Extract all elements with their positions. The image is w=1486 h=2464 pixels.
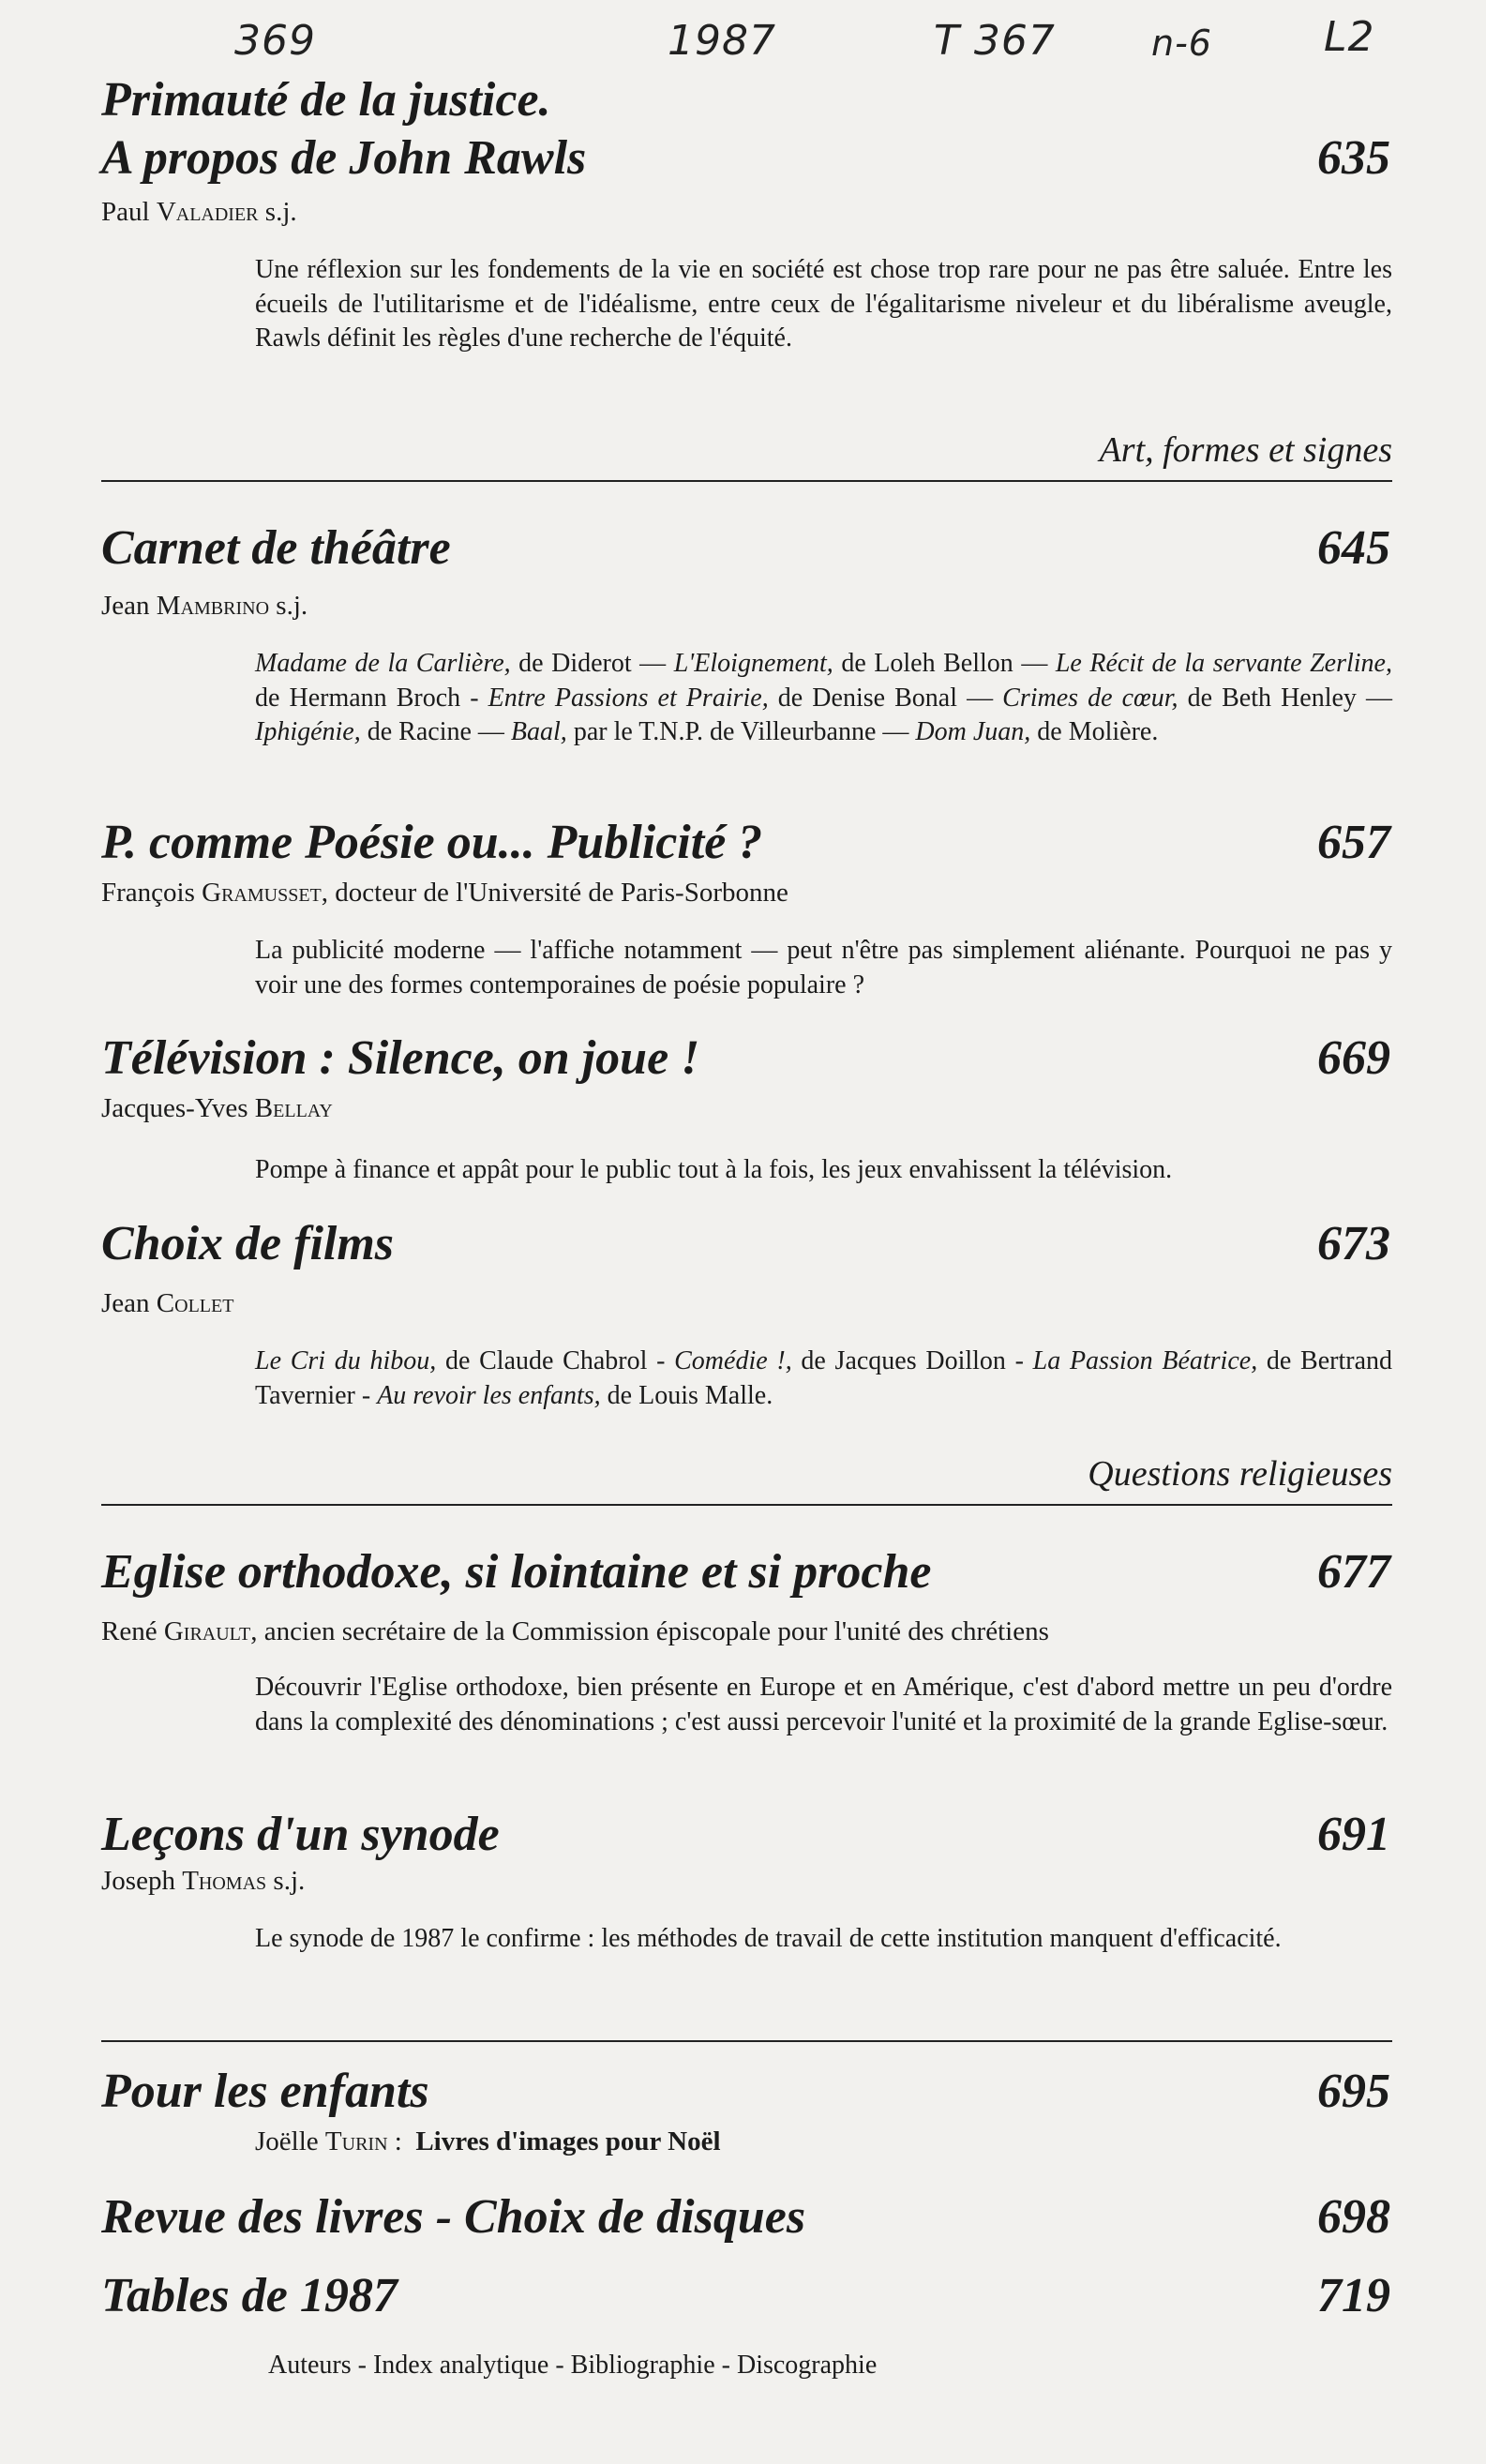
article-description: Une réflexion sur les fondements de la vie en société est chose trop rare pour ne pas être saluée. Entre les écueils de l'utilitarisme et de l'idéalisme, entre ceux de l'égalitarisme niveleur et du libéralisme aveugle, Rawls définit les règles d'une recherche de l'équité. xyxy=(255,255,1392,353)
article-subtitle: Livres d'images pour Noël xyxy=(415,2126,721,2156)
article-title: Leçons d'un synode 691 xyxy=(101,1806,1390,1864)
work-title: La Passion Béatrice, xyxy=(1032,1346,1258,1375)
section-divider xyxy=(101,480,1392,482)
work-credit: de Hermann Broch - xyxy=(255,683,488,713)
article-title: P. comme Poésie ou... Publicité ? 657 xyxy=(101,814,1390,872)
article-description xyxy=(255,647,1392,750)
page-number: 673 xyxy=(1317,1217,1390,1270)
article-author: Joseph Thomas s.j. xyxy=(101,1866,306,1896)
work-title: Madame de la Carlière, xyxy=(255,649,511,678)
section-divider xyxy=(101,1504,1392,1506)
article-description: Le synode de 1987 le confirme : les méthodes de travail de cette institution manquent d'efficacité. xyxy=(255,1924,1282,1953)
handwritten-note: T 367 xyxy=(934,17,1056,65)
article-author: Paul Valadier s.j. xyxy=(101,197,297,227)
page-number: 695 xyxy=(1317,2065,1390,2118)
work-credit: de Diderot — xyxy=(510,649,674,678)
work-title: Crimes de cœur, xyxy=(1002,683,1178,713)
article-title: Choix de films 673 xyxy=(101,1215,1390,1273)
handwritten-note: n-6 xyxy=(1151,23,1212,64)
page-number: 635 xyxy=(1317,131,1390,185)
article-description: La publicité moderne — l'affiche notamment — peut n'être pas simplement aliénante. Pourquoi ne pas y voir une des formes contemporaines de poésie populaire ? xyxy=(255,936,1392,999)
work-credit: de Denise Bonal — xyxy=(768,683,1003,713)
work-title: Le Cri du hibou, xyxy=(255,1346,437,1375)
work-credit: de Jacques Doillon - xyxy=(791,1346,1033,1375)
article-title: Eglise orthodoxe, si lointaine et si proche 677 xyxy=(101,1543,1390,1601)
article-author: Jean Collet xyxy=(101,1288,234,1318)
handwritten-note: 1987 xyxy=(668,17,776,65)
page-number: 698 xyxy=(1317,2190,1390,2244)
page-number: 657 xyxy=(1317,816,1390,869)
work-credit: de Molière. xyxy=(1030,717,1159,746)
work-credit: de Claude Chabrol - xyxy=(436,1346,675,1375)
work-title: Le Récit de la servante Zerline, xyxy=(1055,649,1392,678)
section-heading: Questions religieuses xyxy=(1088,1454,1392,1494)
article-description xyxy=(255,1345,1392,1413)
page-number: 677 xyxy=(1317,1545,1390,1599)
article-author: François Gramusset, docteur de l'Université de Paris-Sorbonne xyxy=(101,878,788,908)
work-credit: de Bertrand Tavernier - xyxy=(255,1346,1393,1410)
article-title: Revue des livres - Choix de disques 698 xyxy=(101,2188,1390,2246)
work-title: Iphigénie, xyxy=(255,717,361,746)
page-number: 669 xyxy=(1317,1031,1390,1085)
page-number: 645 xyxy=(1317,521,1390,575)
work-credit: de Beth Henley — xyxy=(1178,683,1392,713)
article-author: René Girault, ancien secrétaire de la Commission épiscopale pour l'unité des chrétiens xyxy=(101,1616,1049,1646)
article-author: Jacques-Yves Bellay xyxy=(101,1093,333,1123)
page-number: 691 xyxy=(1317,1808,1390,1861)
work-title: L'Eloignement, xyxy=(673,649,833,678)
article-title: Télévision : Silence, on joue ! 669 xyxy=(101,1029,1390,1088)
work-title: Comédie !, xyxy=(674,1346,792,1375)
article-title: Pour les enfants 695 xyxy=(101,2063,1390,2121)
page-number: 719 xyxy=(1317,2269,1390,2322)
section-heading: Art, formes et signes xyxy=(1099,430,1392,470)
work-credit: de Racine — xyxy=(360,717,511,746)
handwritten-note: 369 xyxy=(234,17,316,65)
work-title: Entre Passions et Prairie, xyxy=(488,683,769,713)
article-author: Jean Mambrino s.j. xyxy=(101,591,308,621)
work-credit: de Loleh Bellon — xyxy=(833,649,1056,678)
work-title: Dom Juan, xyxy=(915,717,1031,746)
work-credit: par le T.N.P. de Villeurbanne — xyxy=(566,717,916,746)
work-title: Baal, xyxy=(510,717,567,746)
article-title: Carnet de théâtre 645 xyxy=(101,519,1390,578)
article-author: Joëlle Turin : Livres d'images pour Noël xyxy=(255,2126,721,2156)
article-description: Pompe à finance et appât pour le public tout à la fois, les jeux envahissent la télévision. xyxy=(255,1155,1173,1184)
tables-contents: Auteurs - Index analytique - Bibliographie - Discographie xyxy=(268,2351,878,2380)
work-title: Au revoir les enfants, xyxy=(377,1380,601,1410)
article-title: Tables de 1987 719 xyxy=(101,2267,1390,2325)
article-title: Primauté de la justice. A propos de John Rawls 635 xyxy=(101,71,1390,188)
section-divider xyxy=(101,2040,1392,2042)
handwritten-note: L2 xyxy=(1324,13,1375,61)
article-description: Découvrir l'Eglise orthodoxe, bien présente en Europe et en Amérique, c'est d'abord mettre un peu d'ordre dans la complexité des dénominations ; c'est aussi percevoir l'unité et la proximité de la grande Eglise-sœur. xyxy=(255,1673,1392,1736)
work-credit: de Louis Malle. xyxy=(600,1380,773,1410)
